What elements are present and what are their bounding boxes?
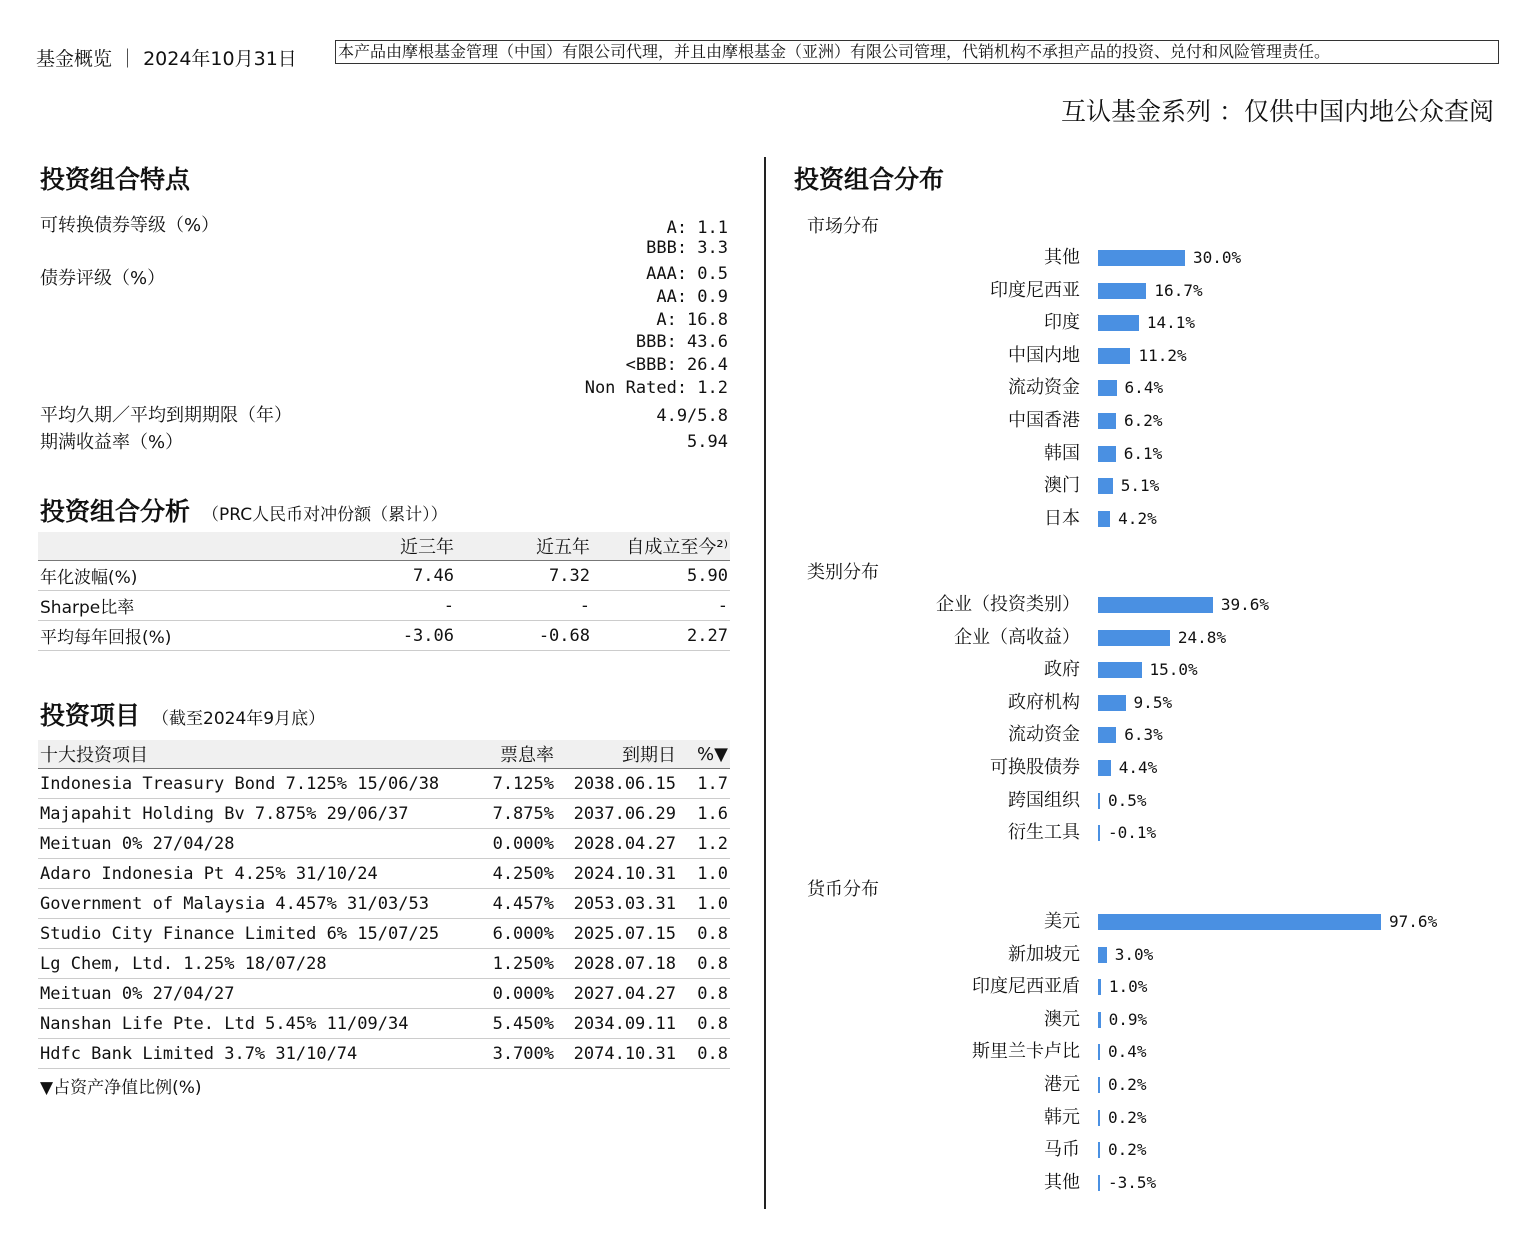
bar-category-label: 港元: [1044, 1074, 1080, 1095]
bar-row: [800, 592, 1500, 618]
holding-coupon: 4.250%: [482, 859, 556, 889]
category-distribution-title: 类别分布: [807, 562, 879, 583]
bar-mark: [1098, 250, 1185, 266]
bar-row: [800, 625, 1500, 651]
bar-value-label: 4.2%: [1118, 509, 1157, 528]
holding-weight: 1.2: [678, 829, 730, 859]
holding-name: Nanshan Life Pte. Ltd 5.45% 11/09/34: [38, 1009, 482, 1039]
bar-row: [800, 974, 1500, 1000]
bar-mark: [1098, 283, 1146, 299]
holding-name: Indonesia Treasury Bond 7.125% 15/06/38: [38, 769, 482, 799]
holding-coupon: 7.875%: [482, 799, 556, 829]
bar-value-label: 11.2%: [1138, 346, 1187, 365]
bar-mark: [1098, 348, 1130, 364]
analysis-header-cell: 近三年: [342, 532, 456, 561]
bar-mark: [1098, 630, 1170, 646]
bar-category-label: 印度尼西亚盾: [972, 976, 1080, 997]
bar-value-label: 0.4%: [1108, 1042, 1147, 1061]
bar-row: [800, 1105, 1500, 1131]
table-row: [38, 889, 730, 919]
bar-value-label: 0.5%: [1108, 791, 1147, 810]
holding-name: Government of Malaysia 4.457% 31/03/53: [38, 889, 482, 919]
bar-category-label: 日本: [1044, 508, 1080, 529]
bar-category-label: 其他: [1044, 247, 1080, 268]
bar-mark: [1098, 760, 1111, 776]
holdings-header-cell: %▼: [678, 740, 730, 769]
holding-weight: 1.0: [678, 859, 730, 889]
holdings-body: [38, 769, 730, 1069]
analysis-cell: 7.46: [342, 561, 456, 591]
bar-value-label: 6.1%: [1123, 444, 1163, 463]
holding-weight: 0.8: [678, 949, 730, 979]
bar-row: [800, 657, 1500, 683]
analysis-header-cell: 近五年: [456, 532, 592, 561]
table-row: [38, 979, 730, 1009]
bond-rating-value: BBB: 43.6: [635, 332, 728, 352]
bar-mark: [1098, 1044, 1100, 1060]
bar-value-label: 24.8%: [1177, 628, 1227, 647]
table-row: [38, 621, 730, 651]
bar-value-label: 6.4%: [1124, 378, 1164, 397]
duration-label: 平均久期／平均到期期限（年）: [40, 405, 292, 426]
holding-name: Majapahit Holding Bv 7.875% 29/06/37: [38, 799, 482, 829]
bar-category-label: 企业（高收益）: [954, 627, 1080, 648]
bar-mark: [1098, 380, 1117, 396]
bar-category-label: 美元: [1044, 911, 1080, 932]
holding-name: Meituan 0% 27/04/28: [38, 829, 482, 859]
bar-category-label: 斯里兰卡卢比: [972, 1041, 1080, 1062]
bar-mark: [1098, 662, 1142, 678]
bar-row: [800, 473, 1500, 499]
bar-category-label: 印度尼西亚: [990, 280, 1080, 301]
analysis-title-text: 投资组合分析: [40, 497, 191, 526]
table-row: [38, 859, 730, 889]
bar-mark: [1098, 511, 1110, 527]
bar-row: [800, 441, 1500, 467]
table-row: [38, 1039, 730, 1069]
bond-rating-value: A: 16.8: [656, 310, 728, 330]
table-header-row: [38, 532, 730, 561]
bar-value-label: 0.2%: [1108, 1075, 1147, 1094]
bar-category-label: 企业（投资类别）: [936, 594, 1080, 615]
holding-maturity: 2034.09.11: [556, 1009, 678, 1039]
holdings-table: [38, 740, 730, 1069]
distribution-title: 投资组合分布: [794, 165, 945, 194]
bar-category-label: 韩国: [1044, 443, 1080, 464]
bar-value-label: 6.2%: [1123, 411, 1163, 430]
holdings-footnote: ▼占资产净值比例(%): [40, 1078, 202, 1098]
holding-maturity: 2074.10.31: [556, 1039, 678, 1069]
table-row: [38, 949, 730, 979]
bar-mark: [1098, 1110, 1100, 1126]
bar-row: [800, 690, 1500, 716]
bond-rating-label: 债券评级（%）: [40, 268, 166, 289]
holding-coupon: 1.250%: [482, 949, 556, 979]
bar-category-label: 中国内地: [1008, 345, 1080, 366]
analysis-cell: 2.27: [592, 621, 730, 651]
analysis-cell: 7.32: [456, 561, 592, 591]
bar-row: [800, 1137, 1500, 1163]
analysis-cell: -: [456, 591, 592, 621]
analysis-header-cell: 自成立至今²⁾: [592, 532, 730, 561]
bar-category-label: 衍生工具: [1008, 822, 1080, 843]
bar-category-label: 澳门: [1044, 475, 1080, 496]
bond-rating-value: <BBB: 26.4: [625, 355, 728, 375]
holding-maturity: 2037.06.29: [556, 799, 678, 829]
bar-mark: [1098, 914, 1381, 930]
bar-mark: [1098, 1012, 1101, 1028]
bar-value-label: 39.6%: [1220, 595, 1269, 614]
column-divider: [764, 157, 766, 1209]
bar-row: [800, 788, 1500, 814]
bar-category-label: 马币: [1044, 1139, 1080, 1160]
holding-coupon: 0.000%: [482, 979, 556, 1009]
bar-mark: [1098, 947, 1107, 963]
holding-name: Lg Chem, Ltd. 1.25% 18/07/28: [38, 949, 482, 979]
duration-value: 4.9/5.8: [656, 406, 728, 426]
holding-name: Studio City Finance Limited 6% 15/07/25: [38, 919, 482, 949]
holding-weight: 1.6: [678, 799, 730, 829]
bar-value-label: -3.5%: [1108, 1173, 1157, 1192]
bar-value-label: 3.0%: [1114, 945, 1154, 964]
holding-maturity: 2025.07.15: [556, 919, 678, 949]
bar-row: [800, 909, 1500, 935]
characteristics-title: 投资组合特点: [40, 165, 191, 194]
bar-value-label: 6.3%: [1124, 725, 1163, 744]
analysis-row-label: 平均每年回报(%): [38, 621, 342, 651]
analysis-subtitle: （PRC人民币对冲份额（累计））: [202, 505, 448, 525]
bar-category-label: 韩元: [1044, 1107, 1080, 1128]
bar-category-label: 印度: [1044, 312, 1080, 333]
bar-row: [800, 1039, 1500, 1065]
bar-mark: [1098, 597, 1213, 613]
analysis-row-label: 年化波幅(%): [38, 561, 342, 591]
bar-value-label: 15.0%: [1149, 660, 1198, 679]
holding-maturity: 2038.06.15: [556, 769, 678, 799]
bar-category-label: 可换股债券: [990, 757, 1080, 778]
bar-category-label: 流动资金: [1008, 724, 1080, 745]
bar-row: [800, 506, 1500, 532]
table-header-row: [38, 740, 730, 769]
analysis-cell: -: [342, 591, 456, 621]
bar-value-label: 30.0%: [1193, 248, 1242, 267]
convertible-rating-label: 可转换债券等级（%）: [40, 215, 220, 236]
analysis-cell: -: [592, 591, 730, 621]
bar-category-label: 澳元: [1044, 1009, 1080, 1030]
table-row: [38, 1009, 730, 1039]
holding-coupon: 5.450%: [482, 1009, 556, 1039]
holding-coupon: 7.125%: [482, 769, 556, 799]
bar-mark: [1098, 727, 1116, 743]
bar-mark: [1098, 478, 1113, 494]
bar-category-label: 流动资金: [1008, 377, 1080, 398]
holding-name: Hdfc Bank Limited 3.7% 31/10/74: [38, 1039, 482, 1069]
bar-row: [800, 310, 1500, 336]
holding-coupon: 3.700%: [482, 1039, 556, 1069]
holding-weight: 1.0: [678, 889, 730, 919]
bar-value-label: 16.7%: [1154, 281, 1203, 300]
bar-value-label: 4.4%: [1118, 758, 1158, 777]
bar-value-label: 1.0%: [1108, 977, 1148, 996]
table-row: [38, 591, 730, 621]
bar-row: [800, 245, 1500, 271]
bar-value-label: 0.9%: [1108, 1010, 1148, 1029]
holdings-header-cell: 票息率: [482, 740, 556, 769]
bar-row: [800, 278, 1500, 304]
bar-row: [800, 755, 1500, 781]
analysis-row-label: Sharpe比率: [38, 591, 342, 621]
bar-row: [800, 375, 1500, 401]
bar-mark: [1098, 1175, 1100, 1191]
bar-value-label: 0.2%: [1108, 1140, 1147, 1159]
bar-value-label: 9.5%: [1133, 693, 1173, 712]
bar-row: [800, 722, 1500, 748]
bar-value-label: 5.1%: [1120, 476, 1160, 495]
bar-mark: [1098, 413, 1116, 429]
analysis-cell: 5.90: [592, 561, 730, 591]
holding-maturity: 2024.10.31: [556, 859, 678, 889]
bar-value-label: -0.1%: [1108, 823, 1157, 842]
holding-maturity: 2028.07.18: [556, 949, 678, 979]
table-row: [38, 829, 730, 859]
ytm-label: 期满收益率（%）: [40, 432, 184, 453]
analysis-header-cell: [38, 532, 342, 561]
bar-category-label: 新加坡元: [1008, 944, 1080, 965]
table-row: [38, 769, 730, 799]
bar-row: [800, 408, 1500, 434]
holding-name: Meituan 0% 27/04/27: [38, 979, 482, 1009]
bar-mark: [1098, 979, 1101, 995]
bar-mark: [1098, 315, 1139, 331]
bar-category-label: 跨国组织: [1008, 790, 1080, 811]
analysis-cell: -3.06: [342, 621, 456, 651]
bar-category-label: 中国香港: [1008, 410, 1080, 431]
series-title: 互认基金系列 ：仅供中国内地公众查阅: [1061, 97, 1494, 126]
holding-weight: 0.8: [678, 1009, 730, 1039]
bond-rating-value: AAA: 0.5: [646, 264, 728, 284]
report-date-header: 基金概览 ｜ 2024年10月31日: [36, 48, 297, 70]
bar-mark: [1098, 1077, 1100, 1093]
holding-coupon: 0.000%: [482, 829, 556, 859]
holding-weight: 1.7: [678, 769, 730, 799]
bar-row: [800, 1072, 1500, 1098]
ytm-value: 5.94: [687, 432, 728, 452]
holding-maturity: 2028.04.27: [556, 829, 678, 859]
market-distribution-title: 市场分布: [807, 216, 879, 237]
table-row: [38, 561, 730, 591]
bar-row: [800, 1007, 1500, 1033]
holding-name: Adaro Indonesia Pt 4.25% 31/10/24: [38, 859, 482, 889]
bar-value-label: 97.6%: [1389, 912, 1438, 931]
holding-weight: 0.8: [678, 919, 730, 949]
convertible-rating-value: A: 1.1: [666, 218, 728, 238]
analysis-title: [40, 492, 448, 528]
holding-coupon: 6.000%: [482, 919, 556, 949]
convertible-rating-value: BBB: 3.3: [646, 238, 728, 258]
holdings-title-text: 投资项目: [40, 701, 141, 730]
bar-row: [800, 1170, 1500, 1196]
bar-mark: [1098, 825, 1100, 841]
bar-category-label: 其他: [1044, 1172, 1080, 1193]
holdings-header-cell: 到期日: [556, 740, 678, 769]
bar-mark: [1098, 446, 1116, 462]
holding-maturity: 2027.04.27: [556, 979, 678, 1009]
currency-distribution-title: 货币分布: [807, 879, 879, 900]
table-row: [38, 799, 730, 829]
table-row: [38, 919, 730, 949]
holdings-subtitle: （截至2024年9月底）: [152, 709, 326, 729]
bar-row: [800, 820, 1500, 846]
bond-rating-value: Non Rated: 1.2: [584, 378, 728, 398]
holdings-title: [40, 696, 325, 732]
disclaimer-box: 本产品由摩根基金管理（中国）有限公司代理，并且由摩根基金（亚洲）有限公司管理，代销机构不承担产品的投资、兑付和风险管理责任。: [335, 40, 1499, 64]
bar-value-label: 14.1%: [1146, 313, 1196, 332]
bar-value-label: 0.2%: [1108, 1108, 1147, 1127]
bond-rating-value: AA: 0.9: [656, 287, 728, 307]
holding-coupon: 4.457%: [482, 889, 556, 919]
bar-mark: [1098, 695, 1126, 711]
bar-category-label: 政府: [1044, 659, 1080, 680]
analysis-cell: -0.68: [456, 621, 592, 651]
holding-maturity: 2053.03.31: [556, 889, 678, 919]
holdings-header-cell: 十大投资项目: [38, 740, 482, 769]
bar-category-label: 政府机构: [1008, 692, 1080, 713]
holding-weight: 0.8: [678, 1039, 730, 1069]
bar-row: [800, 942, 1500, 968]
analysis-table: [38, 532, 730, 651]
bar-mark: [1098, 1142, 1100, 1158]
bar-mark: [1098, 793, 1100, 809]
holding-weight: 0.8: [678, 979, 730, 1009]
bar-row: [800, 343, 1500, 369]
